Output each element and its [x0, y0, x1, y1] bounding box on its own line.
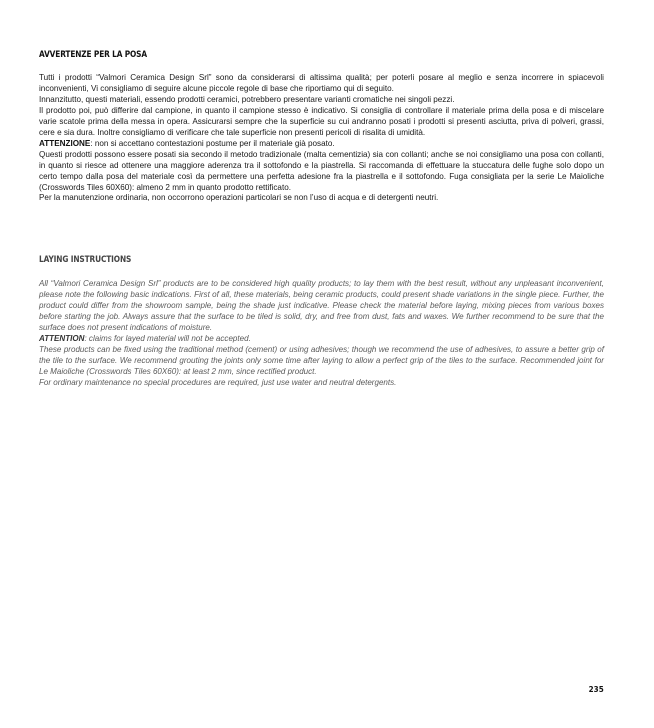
italian-instructions [39, 73, 604, 204]
italian-paragraph-intro: Tutti i prodotti “Valmori Ceramica Design Srl” sono da considerarsi di altissima qualità; per poterli posare al meglio e senza incorrere in spiacevoli inconvenienti, Vi consigliamo di seguire alcune piccole regole di base che riportiamo qui di seguito. [39, 73, 604, 93]
italian-paragraph-maintenance: Per la manutenzione ordinaria, non occorrono operazioni particolari se non l’uso di acqua e di detergenti neutri. [39, 193, 439, 203]
italian-attention-line [39, 139, 604, 150]
english-attention-label: ATTENTION [39, 333, 85, 343]
english-paragraph-intro: All “Valmori Ceramica Design Srl” products are to be considered high quality products; to lay them with the best result, without any unpleasant inconvenient, please note the following basic indications. First of all, these materials, being ceramic products, could present shade variations in the single piece. Further, the product could differ from the showroom sample, being the shade just indicative. Please check the material before laying, mixing pieces from various boxes before starting the job. Always assure that the surface to be tiled is solid, dry, and free from dust, fats and waxes. We further recommend to be sure that the surface does not present indications of moisture. [39, 279, 604, 332]
english-instructions [39, 279, 604, 389]
english-paragraph-maintenance: For ordinary maintenance no special procedures are required, just use water and neutral detergents. [39, 377, 397, 387]
english-attention-text: : claims for layed material will not be accepted. [84, 333, 251, 343]
italian-attention-label: ATTENZIONE [39, 138, 91, 148]
english-paragraph-laying: These products can be fixed using the traditional method (cement) or using adhesives; though we recommend the use of adhesives, to assure a better grip of the tile to the surface. We recommend grouting the joints only some time after laying to allow a perfect grip of the tiles to the surface. Recommended joint for Le Maioliche (Crosswords Tiles 60X60): at least 2 mm, since rectified product. [39, 344, 604, 376]
italian-paragraph-laying: Questi prodotti possono essere posati sia secondo il metodo tradizionale (malta cementizia) sia con collanti; anche se noi consigliamo una posa con collanti, in quanto si riesce ad ottenere una maggiore aderenza tra il sottofondo e la piastrella. Si raccomanda di effettuare la stuccatura delle fughe solo dopo un certo tempo dalla posa del materiale così da permettere una perfetta adesione fra la piastrella e il sottofondo. Fuga consigliata per la serie Le Maioliche (Crosswords Tiles 60X60): almeno 2 mm in quanto prodotto rettificato. [39, 149, 604, 192]
italian-paragraph-checks: Il prodotto poi, può differire dal campione, in quanto il campione stesso è indicativo. Si consiglia di controllare il materiale prima della posa e di miscelare varie scatole prima della messa in opera. Assicurarsi sempre che la superficie su cui andranno posati i prodotti si presenti asciutta, priva di polveri, grassi, cere e sia dura. Inoltre consigliamo di verificare che tale superficie non presenti pericoli di risalita di umidità. [39, 105, 604, 137]
english-attention-line [39, 334, 604, 345]
italian-heading: AVVERTENZE PER LA POSA [39, 50, 147, 60]
page-number: 235 [588, 685, 604, 694]
italian-attention-text: : non si accettano contestazioni postume per il materiale già posato. [90, 138, 335, 148]
italian-paragraph-variations: Innanzitutto, questi materiali, essendo prodotti ceramici, potrebbero presentare varianti cromatiche nei singoli pezzi. [39, 94, 455, 104]
english-heading: LAYING INSTRUCTIONS [39, 255, 132, 265]
